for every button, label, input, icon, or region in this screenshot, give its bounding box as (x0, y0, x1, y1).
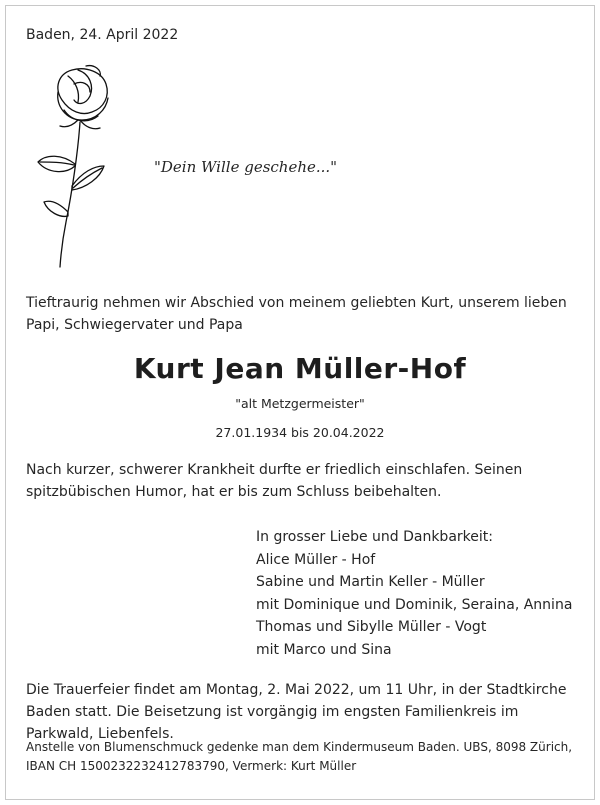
family-line: Thomas und Sibylle Müller - Vogt (256, 619, 487, 635)
body-text: Nach kurzer, schwerer Krankheit durfte er friedlich einschlafen. Seinen spitzbübischen Humor, hat er bis zum Schluss beibehalten. (26, 462, 523, 500)
motto-quote: "Dein Wille geschehe..." (154, 158, 338, 176)
service-text: Die Trauerfeier findet am Montag, 2. Mai 2022, um 11 Uhr, in der Stadtkirche Baden statt. Die Beisetzung ist vorgängig im engsten Familienkreis im Parkwald, Liebenfels. (26, 682, 567, 742)
donation-note: Anstelle von Blumenschmuck gedenke man dem Kindermuseum Baden. UBS, 8098 Zürich, IBAN CH 1500232232412783790, Vermerk: Kurt Müller (26, 740, 573, 773)
family-line: In grosser Liebe und Dankbarkeit: (256, 529, 493, 545)
family-line: mit Dominique und Dominik, Seraina, Annina (256, 596, 573, 613)
family-line: Sabine und Martin Keller - Müller (256, 574, 485, 590)
life-dates: 27.01.1934 bis 20.04.2022 (215, 425, 385, 440)
deceased-occupation: "alt Metzgermeister" (235, 396, 365, 411)
family-line: Alice Müller - Hof (256, 551, 376, 568)
deceased-name: Kurt Jean Müller-Hof (133, 352, 467, 385)
intro-text: Tieftraurig nehmen wir Abschied von meinem geliebten Kurt, unserem lieben Papi, Schwiegervater und Papa (26, 295, 567, 333)
family-line: mit Marco und Sina (256, 641, 392, 658)
notice-date: Baden, 24. April 2022 (26, 27, 179, 43)
family-signatures (256, 526, 572, 661)
rose-icon (28, 62, 128, 272)
